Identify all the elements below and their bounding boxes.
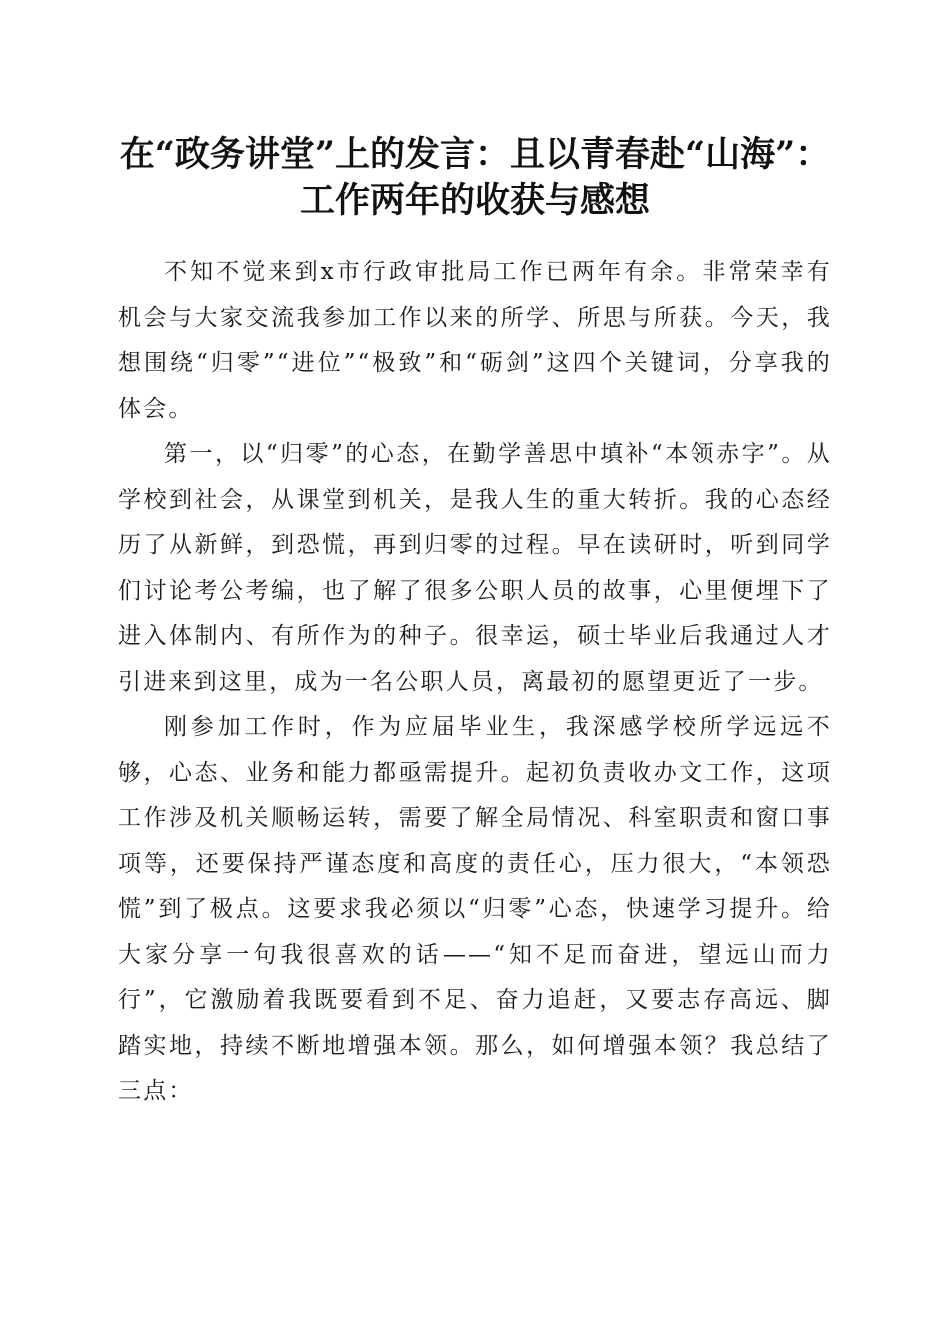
- document-body: [118, 250, 832, 1115]
- paragraph-intro: 不知不觉来到x市行政审批局工作已两年有余。非常荣幸有机会与大家交流我参加工作以来的所学、所思与所获。今天，我想围绕“归零”“进位”“极致”和“砺剑”这四个关键词，分享我的体会。: [118, 259, 832, 422]
- document-title: 在“政务讲堂”上的发言：且以青春赴“山海”：工作两年的收获与感想: [119, 134, 831, 221]
- paragraph-point-one: 第一，以“归零”的心态，在勤学善思中填补“本领赤字”。从学校到社会，从课堂到机关，是我人生的重大转折。我的心态经历了从新鲜，到恐慌，再到归零的过程。早在读研时，听到同学们讨论考公考编，也了解了很多公职人员的故事，心里便埋下了进入体制内、有所作为的种子。很幸运，硕士毕业后我通过人才引进来到这里，成为一名公职人员，离最初的愿望更近了一步。: [118, 441, 832, 695]
- paragraph-early-work: 刚参加工作时，作为应届毕业生，我深感学校所学远远不够，心态、业务和能力都亟需提升。起初负责收办文工作，这项工作涉及机关顺畅运转，需要了解全局情况、科室职责和窗口事项等，还要保持严谨态度和高度的责任心，压力很大，“本领恐慌”到了极点。这要求我必须以“归零”心态，快速学习提升。给大家分享一句我很喜欢的话——“知不足而奋进，望远山而力行”，它激励着我既要看到不足、奋力追赶，又要志存高远、脚踏实地，持续不断地增强本领。那么，如何增强本领？我总结了三点：: [118, 714, 832, 1104]
